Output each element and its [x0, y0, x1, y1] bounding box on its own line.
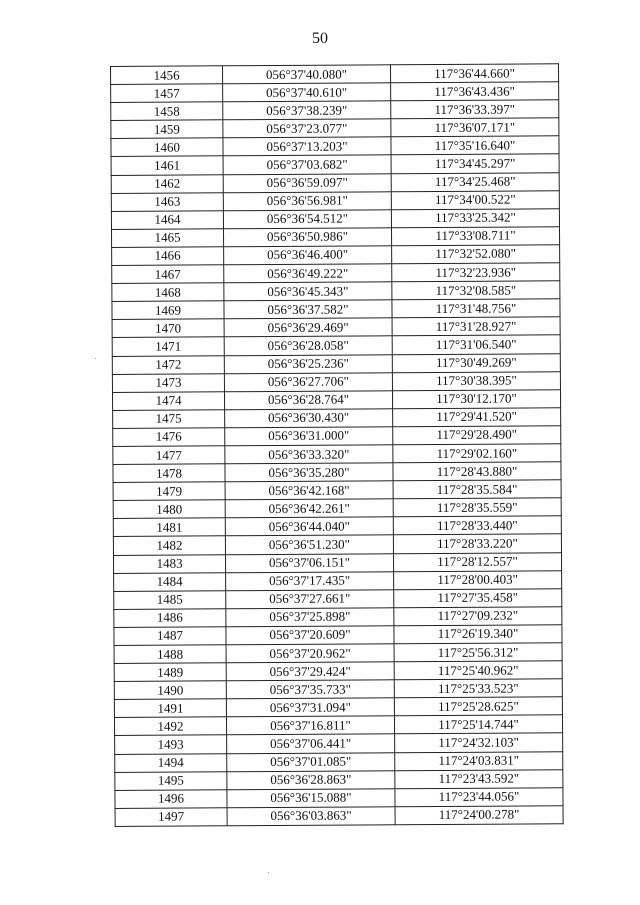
longitude-cell: 117°30'49.269"	[392, 353, 560, 372]
point-number-cell: 1466	[112, 247, 224, 266]
longitude-cell: 117°32'23.936"	[392, 263, 560, 282]
latitude-cell: 056°36'28.764"	[224, 390, 392, 409]
latitude-cell: 056°36'28.058"	[224, 336, 392, 355]
point-number-cell: 1462	[111, 174, 223, 193]
point-number-cell: 1486	[114, 609, 226, 628]
latitude-cell: 056°37'35.733"	[226, 680, 394, 699]
point-number-cell: 1485	[114, 591, 226, 610]
point-number-cell: 1465	[111, 229, 223, 248]
point-number-cell: 1460	[111, 138, 223, 157]
latitude-cell: 056°36'35.280"	[225, 463, 393, 482]
latitude-cell: 056°36'15.088"	[227, 789, 395, 808]
point-number-cell: 1463	[111, 192, 223, 211]
latitude-cell: 056°36'25.236"	[224, 354, 392, 373]
point-number-cell: 1487	[114, 627, 226, 646]
longitude-cell: 117°24'00.278"	[395, 806, 563, 825]
latitude-cell: 056°37'20.962"	[226, 644, 394, 663]
latitude-cell: 056°36'46.400"	[224, 246, 392, 265]
longitude-cell: 117°34'45.297"	[391, 154, 559, 173]
latitude-cell: 056°36'51.230"	[225, 535, 393, 554]
page-number: 50	[312, 30, 328, 47]
latitude-cell: 056°36'29.469"	[224, 318, 392, 337]
coordinates-table-body	[111, 64, 564, 827]
latitude-cell: 056°37'13.203"	[223, 137, 391, 156]
latitude-cell: 056°37'38.239"	[223, 101, 391, 120]
latitude-cell: 056°36'42.168"	[225, 481, 393, 500]
longitude-cell: 117°29'02.160"	[393, 444, 561, 463]
longitude-cell: 117°32'08.585"	[392, 281, 560, 300]
point-number-cell: 1478	[113, 464, 225, 483]
latitude-cell: 056°36'56.981"	[223, 191, 391, 210]
longitude-cell: 117°28'35.584"	[393, 480, 561, 499]
latitude-cell: 056°37'25.898"	[226, 608, 394, 627]
point-number-cell: 1458	[111, 102, 223, 121]
point-number-cell: 1494	[115, 753, 227, 772]
longitude-cell: 117°28'43.880"	[393, 462, 561, 481]
point-number-cell: 1457	[111, 84, 223, 103]
latitude-cell: 056°37'23.077"	[223, 119, 391, 138]
latitude-cell: 056°37'27.661"	[226, 589, 394, 608]
longitude-cell: 117°36'44.660"	[390, 64, 558, 83]
longitude-cell: 117°25'40.962"	[394, 661, 562, 680]
point-number-cell: 1489	[114, 663, 226, 682]
point-number-cell: 1488	[114, 645, 226, 664]
point-number-cell: 1461	[111, 156, 223, 175]
point-number-cell: 1468	[112, 283, 224, 302]
point-number-cell: 1459	[111, 120, 223, 139]
longitude-cell: 117°36'43.436"	[391, 82, 559, 101]
point-number-cell: 1469	[112, 301, 224, 320]
latitude-cell: 056°36'31.000"	[225, 427, 393, 446]
point-number-cell: 1473	[112, 373, 224, 392]
longitude-cell: 117°28'00.403"	[394, 570, 562, 589]
latitude-cell: 056°36'49.222"	[224, 264, 392, 283]
point-number-cell: 1495	[115, 771, 227, 790]
longitude-cell: 117°27'09.232"	[394, 607, 562, 626]
latitude-cell: 056°36'44.040"	[225, 517, 393, 536]
coordinates-table	[110, 63, 564, 827]
longitude-cell: 117°29'28.490"	[393, 426, 561, 445]
point-number-cell: 1491	[114, 699, 226, 718]
longitude-cell: 117°25'33.523"	[394, 679, 562, 698]
longitude-cell: 117°33'25.342"	[391, 209, 559, 228]
longitude-cell: 117°34'00.522"	[391, 190, 559, 209]
point-number-cell: 1475	[113, 410, 225, 429]
point-number-cell: 1496	[115, 790, 227, 809]
longitude-cell: 117°24'32.103"	[395, 733, 563, 752]
longitude-cell: 117°31'28.927"	[392, 317, 560, 336]
latitude-cell: 056°36'27.706"	[224, 372, 392, 391]
longitude-cell: 117°36'33.397"	[391, 100, 559, 119]
point-number-cell: 1472	[112, 355, 224, 374]
longitude-cell: 117°23'44.056"	[395, 787, 563, 806]
latitude-cell: 056°36'30.430"	[225, 409, 393, 428]
point-number-cell: 1474	[112, 391, 224, 410]
latitude-cell: 056°36'54.512"	[223, 210, 391, 229]
latitude-cell: 056°37'20.609"	[226, 626, 394, 645]
latitude-cell: 056°36'42.261"	[225, 499, 393, 518]
point-number-cell: 1476	[113, 428, 225, 447]
latitude-cell: 056°37'03.682"	[223, 155, 391, 174]
latitude-cell: 056°37'29.424"	[226, 662, 394, 681]
longitude-cell: 117°28'35.559"	[393, 498, 561, 517]
scan-speck	[268, 872, 269, 873]
latitude-cell: 056°36'33.320"	[225, 445, 393, 464]
latitude-cell: 056°37'06.151"	[225, 553, 393, 572]
longitude-cell: 117°25'14.744"	[394, 715, 562, 734]
longitude-cell: 117°25'56.312"	[394, 643, 562, 662]
latitude-cell: 056°37'01.085"	[227, 752, 395, 771]
longitude-cell: 117°28'12.557"	[393, 552, 561, 571]
latitude-cell: 056°36'59.097"	[223, 173, 391, 192]
point-number-cell: 1464	[111, 211, 223, 230]
longitude-cell: 117°36'07.171"	[391, 118, 559, 137]
longitude-cell: 117°30'12.170"	[392, 389, 560, 408]
point-number-cell: 1481	[113, 518, 225, 537]
longitude-cell: 117°31'48.756"	[392, 299, 560, 318]
latitude-cell: 056°36'50.986"	[223, 228, 391, 247]
point-number-cell: 1480	[113, 500, 225, 519]
longitude-cell: 117°31'06.540"	[392, 335, 560, 354]
longitude-cell: 117°26'19.340"	[394, 625, 562, 644]
point-number-cell: 1477	[113, 446, 225, 465]
longitude-cell: 117°23'43.592"	[395, 769, 563, 788]
latitude-cell: 056°36'45.343"	[224, 282, 392, 301]
point-number-cell: 1479	[113, 482, 225, 501]
latitude-cell: 056°37'31.094"	[226, 698, 394, 717]
point-number-cell: 1493	[115, 735, 227, 754]
point-number-cell: 1492	[114, 717, 226, 736]
latitude-cell: 056°37'16.811"	[226, 716, 394, 735]
point-number-cell: 1456	[111, 66, 223, 85]
point-number-cell: 1490	[114, 681, 226, 700]
point-number-cell: 1471	[112, 337, 224, 356]
latitude-cell: 056°37'40.080"	[223, 65, 391, 84]
longitude-cell: 117°30'38.395"	[392, 371, 560, 390]
latitude-cell: 056°36'03.863"	[227, 807, 395, 826]
point-number-cell: 1467	[112, 265, 224, 284]
longitude-cell: 117°29'41.520"	[393, 408, 561, 427]
longitude-cell: 117°24'03.831"	[395, 751, 563, 770]
point-number-cell: 1497	[115, 808, 227, 827]
longitude-cell: 117°27'35.458"	[394, 588, 562, 607]
longitude-cell: 117°28'33.220"	[393, 534, 561, 553]
longitude-cell: 117°28'33.440"	[393, 516, 561, 535]
latitude-cell: 056°37'40.610"	[223, 83, 391, 102]
point-number-cell: 1484	[114, 572, 226, 591]
table-row	[115, 806, 563, 827]
latitude-cell: 056°36'37.582"	[224, 300, 392, 319]
point-number-cell: 1470	[112, 319, 224, 338]
longitude-cell: 117°25'28.625"	[394, 697, 562, 716]
scan-speck	[95, 358, 96, 359]
latitude-cell: 056°37'17.435"	[226, 571, 394, 590]
point-number-cell: 1483	[113, 554, 225, 573]
latitude-cell: 056°36'28.863"	[227, 770, 395, 789]
latitude-cell: 056°37'06.441"	[227, 734, 395, 753]
point-number-cell: 1482	[113, 536, 225, 555]
longitude-cell: 117°34'25.468"	[391, 172, 559, 191]
longitude-cell: 117°32'52.080"	[392, 245, 560, 264]
longitude-cell: 117°35'16.640"	[391, 136, 559, 155]
longitude-cell: 117°33'08.711"	[391, 227, 559, 246]
